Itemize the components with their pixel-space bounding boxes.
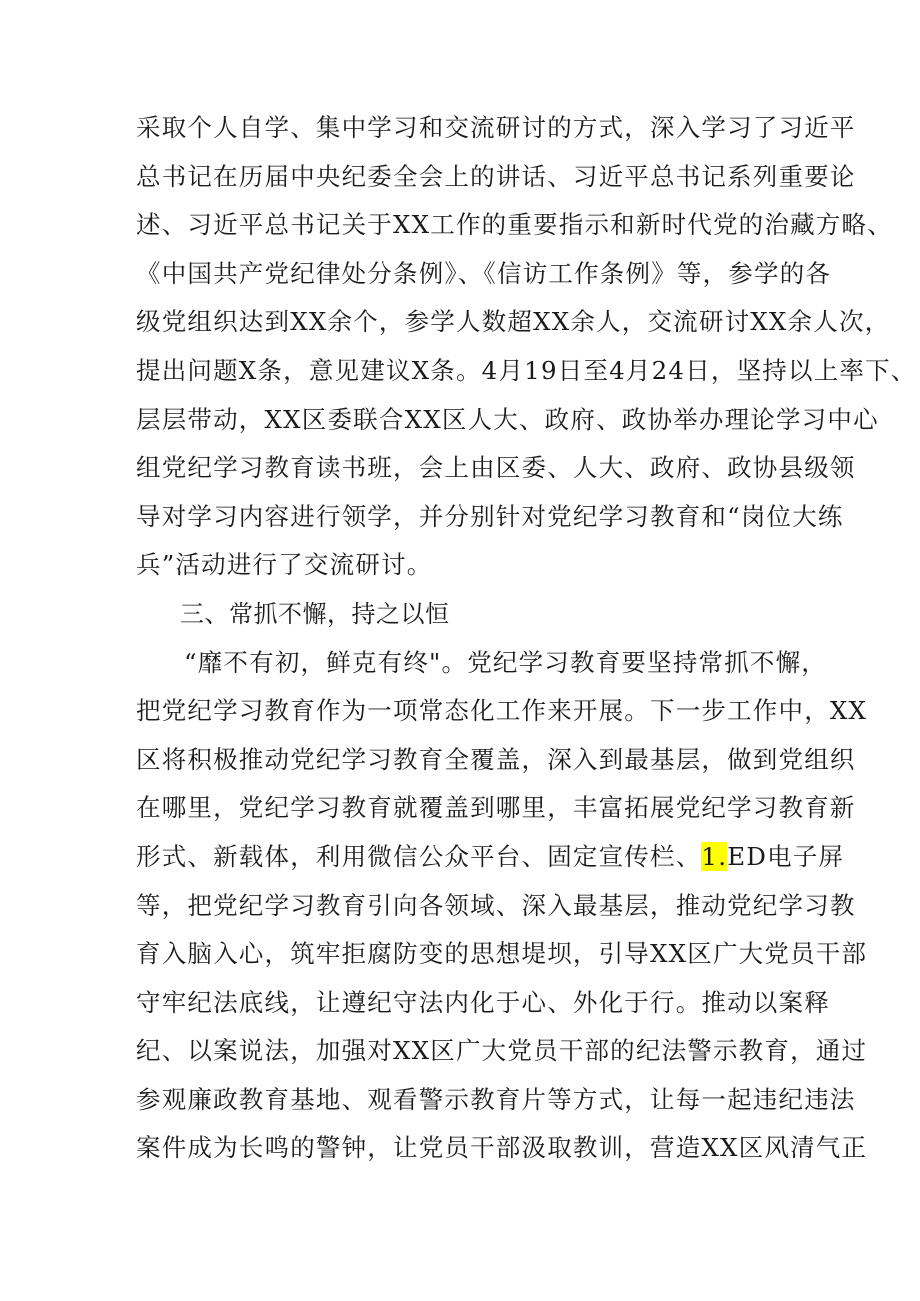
body-line: 总书记在历届中央纪委全会上的讲话、习近平总书记系列重要论 [136, 161, 856, 191]
highlighted-text: 1. [701, 841, 728, 871]
body-line: 纪、以案说法，加强对XX区广大党员干部的纪法警示教育，通过 [136, 1036, 868, 1066]
body-line: 《中国共产党纪律处分条例》、《信访工作条例》等，参学的各 [136, 258, 832, 288]
body-line-with-highlight [136, 833, 845, 882]
section-heading: 三、常抓不懈，持之以恒 [180, 599, 450, 628]
line-text-after: ED电子屏 [727, 841, 845, 871]
body-line: 参观廉政教育基地、观看警示教育片等方式，让每一起违纪违法 [136, 1084, 856, 1114]
body-line: 等，把党纪学习教育引向各领域、深入最基层，推动党纪学习教 [136, 890, 856, 920]
body-line: 育入脑入心，筑牢拒腐防变的思想堤坝，引导XX区广大党员干部 [136, 939, 868, 969]
body-line: 案件成为长鸣的警钟，让党员干部汲取教训，营造XX区风清气正 [136, 1133, 868, 1163]
body-line: 区将积极推动党纪学习教育全覆盖，深入到最基层，做到党组织 [136, 744, 856, 774]
body-line: “靡不有初，鲜克有终"。党纪学习教育要坚持常抓不懈， [184, 647, 827, 677]
body-line: 组党纪学习教育读书班，会上由区委、人大、政府、政协县级领 [136, 453, 856, 483]
body-line: 导对学习内容进行领学，并分别针对党纪学习教育和“岗位大练 [136, 501, 844, 531]
body-line: 兵”活动进行了交流研讨。 [136, 550, 433, 580]
body-line: 采取个人自学、集中学习和交流研讨的方式，深入学习了习近平 [136, 113, 856, 142]
body-line: 提出问题X条，意见建议X条。4月19日至4月24日，坚持以上率下、 [136, 355, 917, 385]
body-line: 把党纪学习教育作为一项常态化工作来开展。下一步工作中，XX [136, 696, 868, 726]
body-line: 在哪里，党纪学习教育就覆盖到哪里，丰富拓展党纪学习教育新 [136, 793, 856, 823]
body-line: 层层带动，XX区委联合XX区人大、政府、政协举办理论学习中心 [136, 404, 879, 434]
body-line: 级党组织达到XX余个，参学人数超XX余人，交流研讨XX余人次， [136, 307, 891, 337]
body-line: 述、习近平总书记关于XX工作的重要指示和新时代党的治藏方略、 [136, 210, 893, 240]
body-line: 守牢纪法底线，让遵纪守法内化于心、外化于行。推动以案释 [136, 987, 830, 1017]
document-body [136, 104, 917, 1173]
line-text-before: 形式、新载体，利用微信公众平台、固定宣传栏、 [136, 841, 702, 871]
